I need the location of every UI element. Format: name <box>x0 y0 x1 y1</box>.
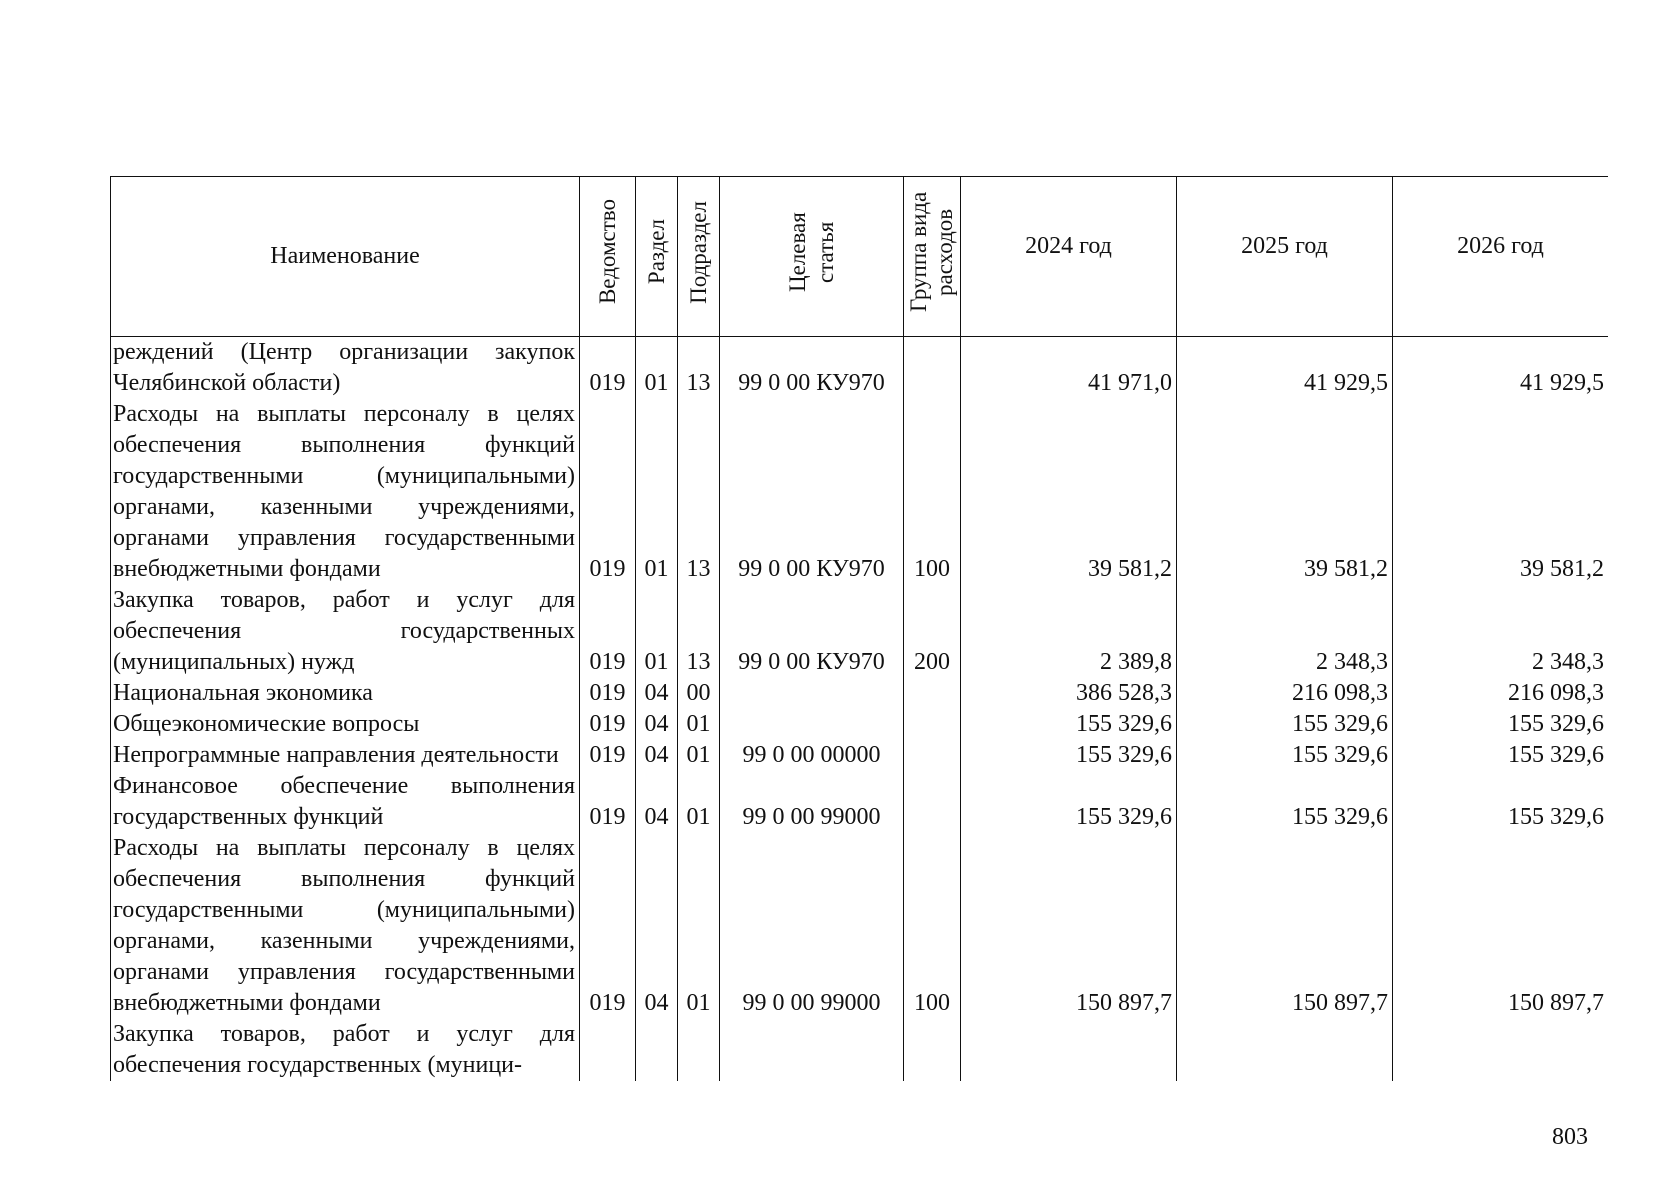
header-razdel: Раздел <box>636 177 678 337</box>
cell-2025: 150 897,7 <box>1177 833 1393 1019</box>
cell-2024 <box>961 1019 1177 1081</box>
table-row <box>111 740 1609 771</box>
cell-razdel: 04 <box>636 678 678 709</box>
cell-podrazdel: 00 <box>678 678 720 709</box>
cell-podrazdel <box>678 1019 720 1081</box>
budget-table-page <box>110 176 1608 1106</box>
page-number: 803 <box>1552 1124 1588 1150</box>
cell-target-article: 99 0 00 КУ970 <box>720 585 904 678</box>
cell-name: Общеэкономические вопросы <box>111 709 580 740</box>
cell-target-article: 99 0 00 КУ970 <box>720 399 904 585</box>
cell-expense-group <box>904 709 961 740</box>
cell-expense-group <box>904 1019 961 1081</box>
cell-target-article: 99 0 00 99000 <box>720 833 904 1019</box>
cell-2025: 41 929,5 <box>1177 337 1393 400</box>
cell-expense-group <box>904 740 961 771</box>
cell-2026: 155 329,6 <box>1393 771 1609 833</box>
cell-podrazdel: 13 <box>678 399 720 585</box>
cell-target-article: 99 0 00 КУ970 <box>720 337 904 400</box>
cell-2024: 155 329,6 <box>961 709 1177 740</box>
cell-target-article <box>720 1019 904 1081</box>
cell-name: Закупка товаров, работ и услуг для обеспечения государственных (муниципальных) нужд <box>111 585 580 678</box>
cell-name: Непрограммные направления деятельности <box>111 740 580 771</box>
table-header-row <box>111 177 1609 337</box>
cell-vedomstvo: 019 <box>580 585 636 678</box>
cell-razdel: 04 <box>636 771 678 833</box>
cell-razdel: 04 <box>636 833 678 1019</box>
cell-2026: 216 098,3 <box>1393 678 1609 709</box>
header-target-article: Целевая статья <box>720 177 904 337</box>
cell-target-article <box>720 709 904 740</box>
cell-vedomstvo: 019 <box>580 399 636 585</box>
table-row <box>111 678 1609 709</box>
cell-2026: 150 897,7 <box>1393 833 1609 1019</box>
cell-name: Расходы на выплаты персоналу в целях обеспечения выполнения функций государственными (муниципальными) органами, казенными учреждениями, органами управления государственными внебюджетными фондами <box>111 833 580 1019</box>
cell-razdel <box>636 1019 678 1081</box>
cell-expense-group: 100 <box>904 833 961 1019</box>
cell-2024: 2 389,8 <box>961 585 1177 678</box>
cell-2024: 155 329,6 <box>961 771 1177 833</box>
cell-target-article: 99 0 00 99000 <box>720 771 904 833</box>
cell-razdel: 01 <box>636 399 678 585</box>
cell-2025: 155 329,6 <box>1177 771 1393 833</box>
cell-razdel: 04 <box>636 709 678 740</box>
cell-name: реждений (Центр организации закупок Челябинской области) <box>111 337 580 400</box>
table-row <box>111 771 1609 833</box>
table-row <box>111 585 1609 678</box>
cell-vedomstvo: 019 <box>580 337 636 400</box>
cell-2024: 39 581,2 <box>961 399 1177 585</box>
cell-razdel: 01 <box>636 337 678 400</box>
cell-2025: 39 581,2 <box>1177 399 1393 585</box>
cell-expense-group <box>904 678 961 709</box>
table-row <box>111 1019 1609 1081</box>
cell-2026: 41 929,5 <box>1393 337 1609 400</box>
cell-2025: 155 329,6 <box>1177 709 1393 740</box>
cell-podrazdel: 13 <box>678 337 720 400</box>
cell-name: Закупка товаров, работ и услуг для обеспечения государственных (муници- <box>111 1019 580 1081</box>
cell-vedomstvo: 019 <box>580 771 636 833</box>
header-year-2024: 2024 год <box>961 177 1177 337</box>
cell-2025 <box>1177 1019 1393 1081</box>
cell-target-article <box>720 678 904 709</box>
cell-podrazdel: 01 <box>678 740 720 771</box>
budget-table <box>110 176 1608 1081</box>
cell-2025: 2 348,3 <box>1177 585 1393 678</box>
cell-vedomstvo <box>580 1019 636 1081</box>
cell-2026: 39 581,2 <box>1393 399 1609 585</box>
cell-name: Финансовое обеспечение выполнения государственных функций <box>111 771 580 833</box>
cell-razdel: 01 <box>636 585 678 678</box>
cell-2026: 155 329,6 <box>1393 740 1609 771</box>
cell-2026: 155 329,6 <box>1393 709 1609 740</box>
cell-vedomstvo: 019 <box>580 678 636 709</box>
cell-name: Национальная экономика <box>111 678 580 709</box>
table-row <box>111 709 1609 740</box>
cell-vedomstvo: 019 <box>580 740 636 771</box>
cell-2024: 386 528,3 <box>961 678 1177 709</box>
cell-expense-group: 200 <box>904 585 961 678</box>
table-row <box>111 399 1609 585</box>
cell-2025: 155 329,6 <box>1177 740 1393 771</box>
cell-podrazdel: 01 <box>678 771 720 833</box>
header-expense-group: Группа вида расходов <box>904 177 961 337</box>
cell-2025: 216 098,3 <box>1177 678 1393 709</box>
cell-2024: 155 329,6 <box>961 740 1177 771</box>
header-podrazdel: Подраздел <box>678 177 720 337</box>
header-year-2026: 2026 год <box>1393 177 1609 337</box>
cell-target-article: 99 0 00 00000 <box>720 740 904 771</box>
cell-name: Расходы на выплаты персоналу в целях обеспечения выполнения функций государственными (муниципальными) органами, казенными учреждениями, органами управления государственными внебюджетными фондами <box>111 399 580 585</box>
cell-podrazdel: 01 <box>678 709 720 740</box>
cell-expense-group: 100 <box>904 399 961 585</box>
cell-2024: 150 897,7 <box>961 833 1177 1019</box>
header-name: Наименование <box>111 177 580 337</box>
cell-podrazdel: 13 <box>678 585 720 678</box>
cell-expense-group <box>904 771 961 833</box>
table-row <box>111 833 1609 1019</box>
cell-2026 <box>1393 1019 1609 1081</box>
header-year-2025: 2025 год <box>1177 177 1393 337</box>
cell-2024: 41 971,0 <box>961 337 1177 400</box>
table-row <box>111 337 1609 400</box>
cell-vedomstvo: 019 <box>580 709 636 740</box>
cell-expense-group <box>904 337 961 400</box>
header-vedomstvo: Ведомство <box>580 177 636 337</box>
cell-vedomstvo: 019 <box>580 833 636 1019</box>
cell-2026: 2 348,3 <box>1393 585 1609 678</box>
cell-podrazdel: 01 <box>678 833 720 1019</box>
cell-razdel: 04 <box>636 740 678 771</box>
